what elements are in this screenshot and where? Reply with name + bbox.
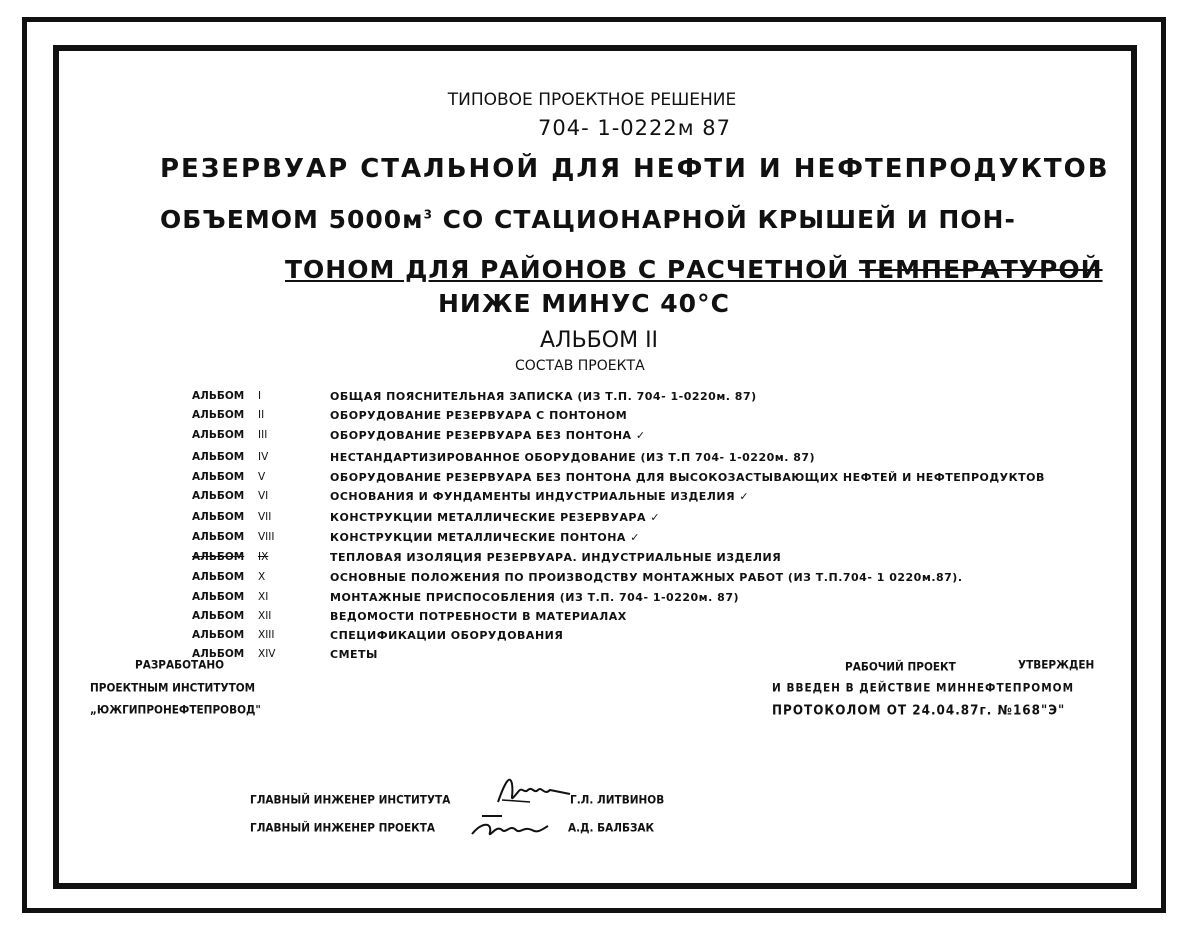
album-item-description: ТЕПЛОВАЯ ИЗОЛЯЦИЯ РЕЗЕРВУАРА. ИНДУСТРИАЛЬНЫЕ ИЗДЕЛИЯ bbox=[330, 551, 782, 564]
developer-line-1: РАЗРАБОТАНО bbox=[135, 658, 225, 672]
album-item-number: V bbox=[258, 471, 266, 483]
title-line-2a: ОБЪЕМОМ 5000м bbox=[160, 205, 424, 234]
album-item-label: АЛЬБОМ bbox=[192, 451, 245, 463]
album-list-item bbox=[0, 531, 1184, 547]
approval-line-2: И ВВЕДЕН В ДЕЙСТВИЕ МИННЕФТЕПРОМОМ bbox=[772, 681, 1075, 695]
album-list-item bbox=[0, 571, 1184, 587]
album-item-number: I bbox=[258, 390, 262, 402]
album-item-number: IV bbox=[258, 451, 269, 463]
album-item-description: ОБЩАЯ ПОЯСНИТЕЛЬНАЯ ЗАПИСКА (ИЗ Т.П. 704- 1-0220м. 87) bbox=[330, 390, 757, 403]
album-item-number: XIII bbox=[258, 629, 275, 641]
album-item-number: IX bbox=[258, 551, 269, 563]
album-item-number: VIII bbox=[258, 531, 275, 543]
title-line-2 bbox=[160, 205, 1016, 234]
album-label: АЛЬБОМ II bbox=[540, 328, 659, 353]
title-line-1: РЕЗЕРВУАР СТАЛЬНОЙ ДЛЯ НЕФТИ И НЕФТЕПРОДУКТОВ bbox=[160, 154, 1110, 184]
album-list-item bbox=[0, 591, 1184, 607]
approval-line-1a: РАБОЧИЙ ПРОЕКТ bbox=[845, 660, 956, 674]
approval-line-1b: УТВЕРЖДЕН bbox=[1018, 658, 1095, 672]
title-line-3 bbox=[285, 255, 1103, 284]
album-list-item bbox=[0, 610, 1184, 626]
album-list-item bbox=[0, 471, 1184, 487]
document-type: ТИПОВОЕ ПРОЕКТНОЕ РЕШЕНИЕ bbox=[447, 90, 737, 110]
signature-name-1: Г.Л. ЛИТВИНОВ bbox=[570, 793, 665, 807]
album-item-label: АЛЬБОМ bbox=[192, 471, 245, 483]
album-item-label: АЛЬБОМ bbox=[192, 409, 245, 421]
album-list-item bbox=[0, 551, 1184, 567]
album-list-item bbox=[0, 390, 1184, 406]
album-item-description: ВЕДОМОСТИ ПОТРЕБНОСТИ В МАТЕРИАЛАХ bbox=[330, 610, 627, 623]
album-item-number: II bbox=[258, 409, 265, 421]
approval-line-3: ПРОТОКОЛОМ ОТ 24.04.87г. №168"Э" bbox=[772, 702, 1066, 718]
album-item-description: ОСНОВАНИЯ И ФУНДАМЕНТЫ ИНДУСТРИАЛЬНЫЕ ИЗДЕЛИЯ ✓ bbox=[330, 490, 750, 503]
title-line-3b: ТЕМПЕРАТУРОЙ bbox=[859, 255, 1103, 284]
album-list-item bbox=[0, 409, 1184, 425]
album-list-item bbox=[0, 490, 1184, 506]
developer-line-2: ПРОЕКТНЫМ ИНСТИТУТОМ bbox=[90, 681, 256, 695]
album-item-number: XI bbox=[258, 591, 269, 603]
signature-image-2 bbox=[462, 812, 552, 844]
album-item-description: ОСНОВНЫЕ ПОЛОЖЕНИЯ ПО ПРОИЗВОДСТВУ МОНТАЖНЫХ РАБОТ (ИЗ Т.П.704- 1 0220м.87). bbox=[330, 571, 963, 584]
album-item-label: АЛЬБОМ bbox=[192, 490, 245, 502]
album-list-item bbox=[0, 429, 1184, 445]
album-item-number: III bbox=[258, 429, 268, 441]
album-item-number: VII bbox=[258, 511, 272, 523]
album-item-description: ОБОРУДОВАНИЕ РЕЗЕРВУАРА С ПОНТОНОМ bbox=[330, 409, 628, 422]
album-item-description: МОНТАЖНЫЕ ПРИСПОСОБЛЕНИЯ (ИЗ Т.П. 704- 1-0220м. 87) bbox=[330, 591, 740, 604]
album-item-label: АЛЬБОМ bbox=[192, 390, 245, 402]
album-item-label: АЛЬБОМ bbox=[192, 531, 245, 543]
signature-image-1 bbox=[490, 772, 575, 812]
signature-role-2: ГЛАВНЫЙ ИНЖЕНЕР ПРОЕКТА bbox=[250, 821, 436, 835]
project-number: 704- 1-0222м 87 bbox=[538, 116, 731, 140]
album-item-description: КОНСТРУКЦИИ МЕТАЛЛИЧЕСКИЕ РЕЗЕРВУАРА ✓ bbox=[330, 511, 661, 524]
album-item-description: СМЕТЫ bbox=[330, 648, 378, 661]
developer-line-3: „ЮЖГИПРОНЕФТЕПРОВОД" bbox=[90, 703, 261, 717]
title-line-2b: СО СТАЦИОНАРНОЙ КРЫШЕЙ И ПОН- bbox=[432, 205, 1016, 234]
signature-name-2: А.Д. БАЛБЗАК bbox=[568, 821, 655, 835]
album-item-label: АЛЬБОМ bbox=[192, 610, 245, 622]
album-item-label: АЛЬБОМ bbox=[192, 648, 245, 660]
album-list-item bbox=[0, 451, 1184, 467]
title-line-4: НИЖЕ МИНУС 40°С bbox=[438, 289, 730, 318]
title-superscript: 3 bbox=[423, 207, 433, 222]
album-item-description: ОБОРУДОВАНИЕ РЕЗЕРВУАРА БЕЗ ПОНТОНА ✓ bbox=[330, 429, 646, 442]
album-item-number: XII bbox=[258, 610, 272, 622]
album-item-description: ОБОРУДОВАНИЕ РЕЗЕРВУАРА БЕЗ ПОНТОНА ДЛЯ ВЫСОКОЗАСТЫВАЮЩИХ НЕФТЕЙ И НЕФТЕПРОДУКТОВ bbox=[330, 471, 1045, 484]
title-line-3a: ТОНОМ ДЛЯ РАЙОНОВ С РАСЧЕТНОЙ bbox=[285, 255, 860, 284]
album-item-label: АЛЬБОМ bbox=[192, 629, 245, 641]
album-item-label: АЛЬБОМ bbox=[192, 511, 245, 523]
album-list-item bbox=[0, 629, 1184, 645]
signature-role-1: ГЛАВНЫЙ ИНЖЕНЕР ИНСТИТУТА bbox=[250, 793, 451, 807]
album-list-item bbox=[0, 511, 1184, 527]
album-item-description: КОНСТРУКЦИИ МЕТАЛЛИЧЕСКИЕ ПОНТОНА ✓ bbox=[330, 531, 640, 544]
album-item-description: СПЕЦИФИКАЦИИ ОБОРУДОВАНИЯ bbox=[330, 629, 564, 642]
album-item-number: X bbox=[258, 571, 266, 583]
album-item-label: АЛЬБОМ bbox=[192, 591, 245, 603]
album-item-description: НЕСТАНДАРТИЗИРОВАННОЕ ОБОРУДОВАНИЕ (ИЗ Т.П 704- 1-0220м. 87) bbox=[330, 451, 816, 464]
contents-heading: СОСТАВ ПРОЕКТА bbox=[515, 358, 645, 374]
album-item-number: VI bbox=[258, 490, 269, 502]
album-item-number: XIV bbox=[258, 648, 276, 660]
album-item-label: АЛЬБОМ bbox=[192, 551, 245, 563]
album-item-label: АЛЬБОМ bbox=[192, 571, 245, 583]
album-item-label: АЛЬБОМ bbox=[192, 429, 245, 441]
